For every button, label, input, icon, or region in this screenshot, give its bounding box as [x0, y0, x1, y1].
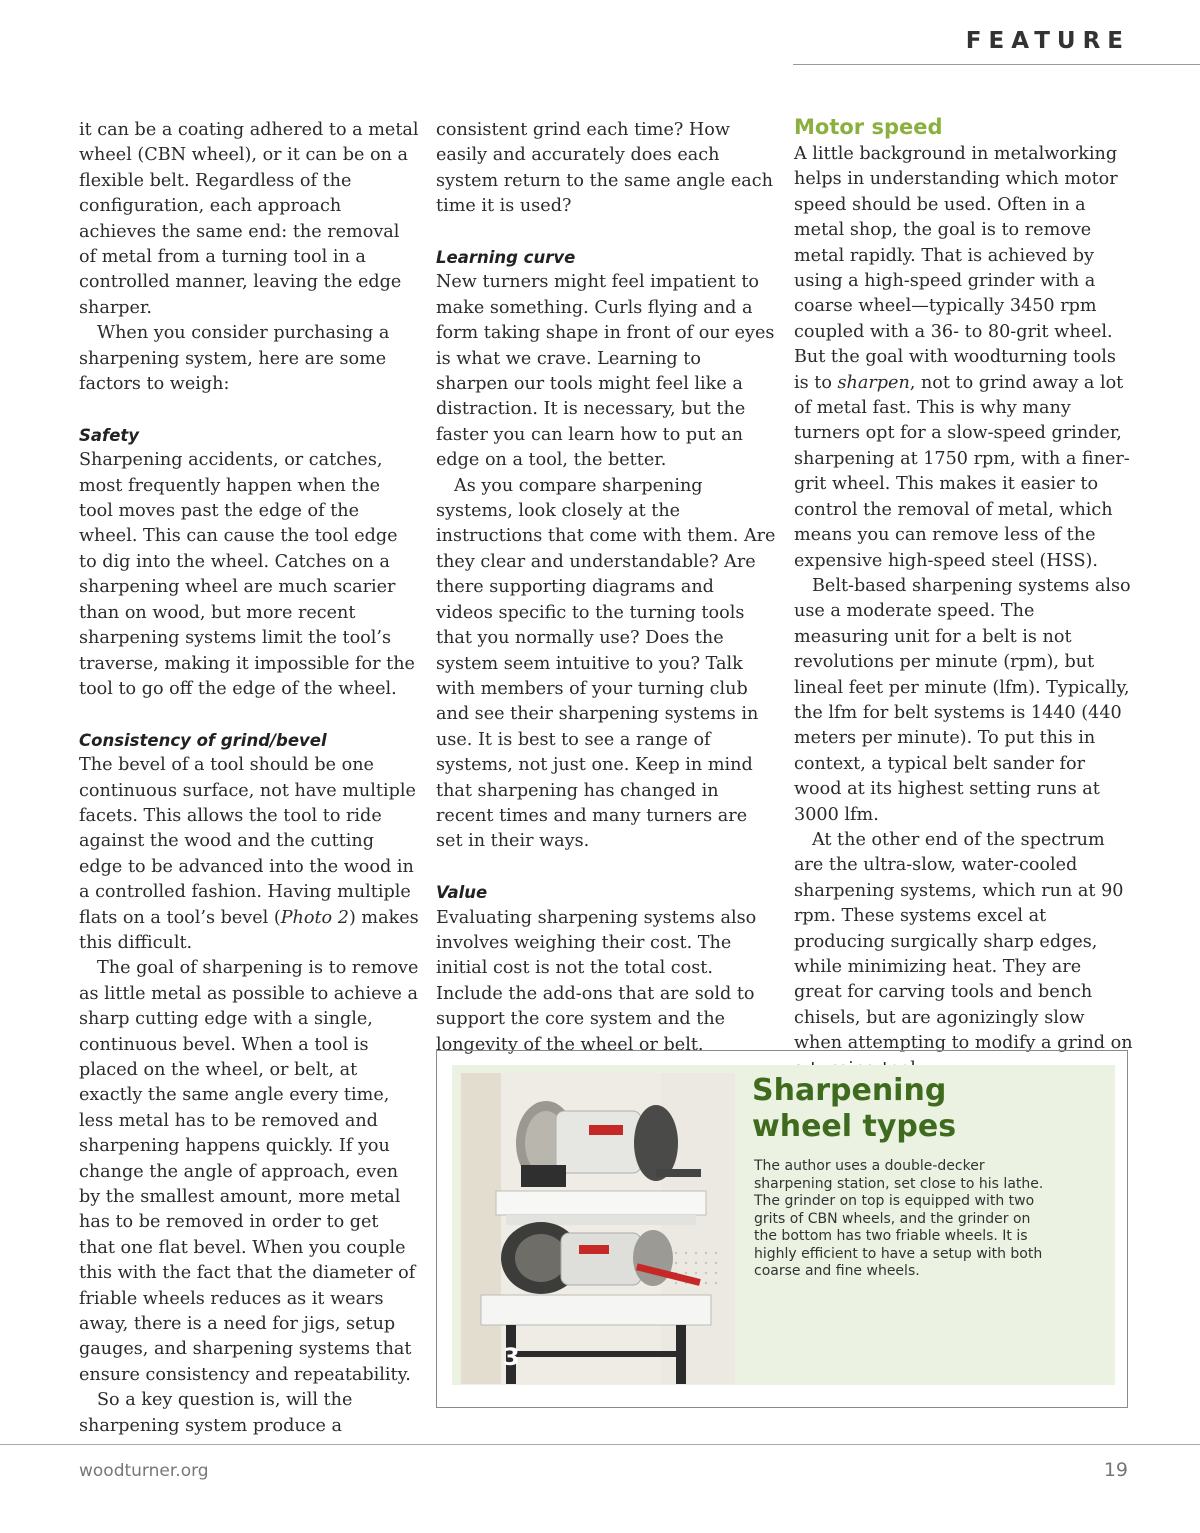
heading-learning-curve: Learning curve — [436, 248, 576, 268]
header-rule — [793, 64, 1200, 65]
photo-reference: Photo 2 — [280, 907, 349, 928]
paragraph-motor-part-a: A little background in metalworking helps in understanding which motor speed should be used. Often in a metal shop, the goal is to remove metal rapidly. That is achieved by using a high-speed grinder with a coarse wheel—typically 3450 rpm coupled with a 36- to 80-grit wheel. But the goal with woodturning tools is to — [794, 144, 1118, 393]
paragraph-compare: As you compare sharpening systems, look closely at the instructions that come with them. Are they clear and understandable? Are there supporting diagrams and videos specific to the turning tools that you normally use? Does the system seem intuitive to you? Talk with members of your turning club and see their sharpening systems in use. It is best to see a range of systems, not just one. Keep in mind that sharpening has changed in recent times and many turners are set in their ways. — [436, 475, 776, 852]
column-3 — [794, 114, 1134, 1082]
paragraph-bevel — [79, 753, 419, 956]
paragraph-bevel-part-a: The bevel of a tool should be one continuous surface, not have multiple facets. This allows the tool to ride against the wood and the cutting edge to be advanced into the wood in a controlled fashion. Having multiple flats on a tool’s bevel ( — [79, 755, 416, 928]
heading-safety: Safety — [79, 425, 140, 445]
grinder-photo — [461, 1073, 735, 1384]
paragraph-intro: it can be a coating adhered to a metal wheel (CBN wheel), or it can be on a flexible belt. Regardless of the configuration, each approach achieves the same end: the removal of metal from a turning tool in a controlled manner, leaving the edge sharper. — [79, 120, 419, 318]
photo-number: 3 — [503, 1343, 520, 1371]
heading-value: Value — [436, 883, 488, 903]
heading-motor-speed: Motor speed — [794, 115, 943, 139]
heading-consistency: Consistency of grind/bevel — [79, 730, 327, 750]
page-number: 19 — [1103, 1459, 1128, 1481]
paragraph-motor-part-b: , not to grind away a lot of metal fast. This is why many turners opt for a slow-speed grinder, sharpening at 1750 rpm, with a finer-grit wheel. This makes it easier to control the removal of metal, which means you can remove less of the expensive high-speed steel (HSS). — [794, 372, 1130, 571]
sidebar-box — [436, 1050, 1128, 1408]
column-1 — [79, 118, 419, 1439]
paragraph-continued: consistent grind each time? How easily and accurately does each system return to the same angle each time it is used? — [436, 120, 773, 217]
paragraph-belt: Belt-based sharpening systems also use a moderate speed. The measuring unit for a belt is not revolutions per minute (rpm), but lineal feet per minute (lfm). Typically, the lfm for belt systems is 1440 (440 meters per minute). To put this in context, a typical belt sander for wood at its highest setting runs at 3000 lfm. — [794, 575, 1131, 825]
paragraph-motor — [794, 142, 1134, 574]
paragraph-consider: When you consider purchasing a sharpening system, here are some factors to weigh: — [79, 323, 390, 395]
paragraph-goal: The goal of sharpening is to remove as little metal as possible to achieve a sharp cutting edge with a single, continuous bevel. When a tool is placed on the wheel, or belt, at exactly the same angle every time, less metal has to be removed and sharpening happens quickly. If you change the angle of approach, even by the smallest amount, more metal has to be removed in order to get that one flat bevel. When you couple this with the fact that the diameter of friable wheels reduces as it wears away, there is a need for jigs, setup gauges, and sharpening systems that ensure consistency and repeatability. — [79, 958, 419, 1385]
footer-site: woodturner.org — [79, 1461, 209, 1481]
grinder-station-illustration — [461, 1073, 735, 1384]
sidebar-caption: The author uses a double-decker sharpening station, set close to his lathe. The grinder on top is equipped with two grits of CBN wheels, and the grinder on the bottom has two friable wheels. It is highly efficient to have a setup with both coarse and fine wheels. — [754, 1158, 1044, 1279]
section-label: FEATURE — [965, 28, 1130, 54]
paragraph-bevel-part-b: ) makes this difficult. — [79, 907, 419, 953]
paragraph-value: Evaluating sharpening systems also involves weighing their cost. The initial cost is not the total cost. Include the add-ons that are sold to support the core system and the longevity of the wheel or belt. — [436, 907, 757, 1055]
footer-rule — [0, 1444, 1200, 1445]
paragraph-learning: New turners might feel impatient to make something. Curls flying and a form taking shape in front of our eyes is what we crave. Learning to sharpen our tools might feel like a distraction. It is necessary, but the faster you can learn how to put an edge on a tool, the better. — [436, 272, 775, 471]
paragraph-other-end — [794, 828, 1134, 1082]
column-2 — [436, 118, 776, 1058]
paragraph-safety: Sharpening accidents, or catches, most frequently happen when the tool moves past the edge of the wheel. This can cause the tool edge to dig into the wheel. Catches on a sharpening wheel are much scarier than on wood, but more recent sharpening systems limit the tool’s traverse, making it impossible for the tool to go off the edge of the wheel. — [79, 450, 415, 699]
emphasis-sharpen: sharpen — [837, 372, 910, 393]
sidebar-title: Sharpening wheel types — [752, 1073, 957, 1144]
paragraph-other-end-text: At the other end of the spectrum are the ultra-slow, water-cooled sharpening systems, which run at 90 rpm. These systems excel at producing surgically sharp edges, while minimizing heat. They are great for carving tools and bench chisels, but are agonizingly slow when attempting to modify a grind on — [794, 829, 1133, 1054]
paragraph-question: So a key question is, will the sharpening system produce a — [79, 1390, 353, 1436]
